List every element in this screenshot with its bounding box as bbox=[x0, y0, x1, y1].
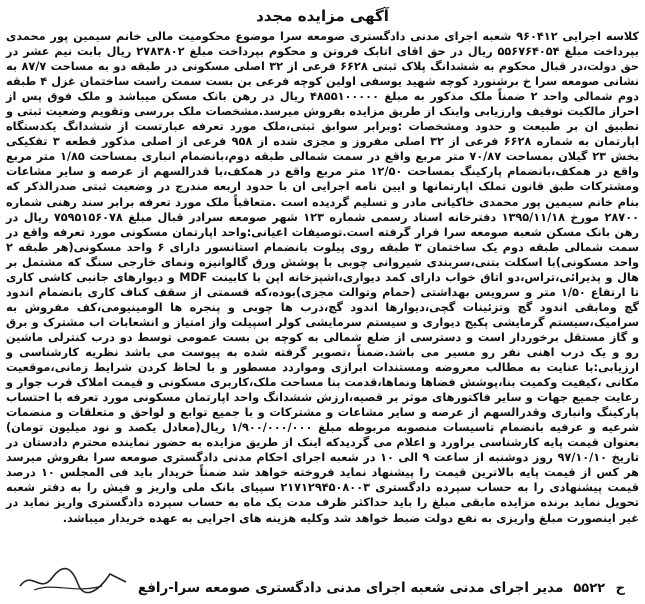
notice-title: آگهی مزایده مجدد bbox=[256, 7, 389, 25]
notice-code bbox=[573, 581, 625, 596]
notice-signature: مدیر اجرای مدنی شعبه اجرای مدنی دادگستری صومعه سرا-رافع bbox=[137, 580, 564, 596]
notice-body: کلاسه اجرایی ۹۶۰۴۱۲ شعبه اجرای مدنی دادگستری صومعه سرا موضوع محکومیت مالی خانم سیمین پور محمدی بپرداخت مبلغ ۵۵۶۷۶۴۰۵۴ ریال در حق اقای اتابک فروتن و محکوم بپرداخت مبلغ ۲۷۸۳۸۰۲ ریال بابت نیم عشر در حق دولت،در قبال محکوم به ششدانگ پلاک ثبتی ۶۶۲۸ فرعی از ۳۲ اصلی مسکونی در طبقه دو به مساحت ۸۷/۷ به نشانی صومعه سرا خ برشنورد کوچه شهید یوسفی اولین کوچه فرعی بن بست سمت راست ساختمان غزل ۴ طبقه دوم شمالی واحد ۲ ضمناً ملک مذکور به مبلغ ۴۸۵۵۱۰۰۰۰۰ ریال در رهن بانک مسکن میباشد و ملک فوق پس از احراز مالکیت توقیف وارزیابی واینک از طریق مزایده بفروش میرسد.مشخصات ملک بررسی وتقویم وضعیت ثبتی و تطبیق ان بر طبیعت و حدود ومشخصات :وبرابر سوابق ثبتی،ملک مورد تعرفه عبارتست از ششدانگ یکدستگاه اپارتمان به شماره ۶۶۲۸ فرعی از ۳۲ اصلی مفروز و مجزی شده از ۹۵۸ فرعی از اصلی مذکور قطعه ۳ تفکیکی بخش ۲۳ گیلان بمساحت ۷۰/۸۷ متر مربع واقع در سمت شمالی طبقه دوم،بانضمام انباری بمساحت ۱/۸۵ متر مربع واقع در همکف،بانضمام پارکینگ بمساحت ۱۲/۵۰ متر مربع واقع در همکف،با قدرالسهم از عرصه و سایر مشاعات ومشترکات طبق قانون تملک اپارتمانها و ایین نامه اجرایی ان با حدود اربعه مندرج در وضعیت ثبتی صدرالذکر که بنام خانم سیمین پور محمدی خاکیانی مادر و تسلیم گردیده است .متعاقباً ملک مورد تعرفه برابر سند رهنی شماره ۲۸۷۰۰ مورخ ۱۳۹۵/۱۱/۱۸ دفترخانه اسناد رسمی شماره ۱۲۳ شهر صومعه سرادر قبال مبلغ ۷۵۹۵۱۵۶۰۷۸ ریال در رهن بانک مسکن شعبه صومعه سرا قرار گرفته است.توصیفات اعیانی:واحد اپارتمان مسکونی مورد تعرفه واقع در سمت شمالی طبقه دوم یک ساختمان ۳ طبقه روی پیلوت بانضمام استانسور دارای ۶ واحد مسکونی(هر طبقه ۲ واحد مسکونی)با اسکلت بتنی،سربندی شیروانی چوبی با پوشش ورق گالوانیزه ونمای خارجی سنگ که مشتمل بر هال و پذیرائی،تراس،دو اتاق خواب دارای کمد دیواری،اشپزخانه اپن با کابینت MDF و دیوارهای جانبی کاشی کاری تا ارتفاع ۱/۵۰ متر و سرویس بهداشتی (حمام وتوالت مجزی)بوده،که قسمتی از سقف کناف کاری بانضمام اندود گچ ومابقی اندود گچ وتزئینات گچی،دیوارها اندود گچ،درب ها چوبی و پنجره ها الومینیومی،کف مفروش به سرامیک،سیستم گرمایشی پکیج دیواری و سیستم سرمایشی کولر اسپیلت واز امتیاز و انشعابات اب مشترک و برق و گاز مستقل برخوردار است و دسترسی از ضلع شمالی به کوچه بن بست عمومی توسط دو درب کنترلی ماشین رو و یک درب اهنی نفر رو مسیر می باشد.ضمناً ،تصویر گرفته شده به پیوست می باشد نظریه کارشناسی و ارزیابی:با عنایت به مطالب معروضه ومستندات ابرازی ومواردد مسطور و با لحاظ کردن شرایط زمانی،موقعیت مکانی ،کیفیت وکمیت بنا،پوشش فضاها ونماها،قدمت بنا مساحت ملک،کاربری مسکونی و قیمت املاک قرب جوار و رعایت جمیع جهات و سایر فاکتورهای موثر بر قصیه،ارزش ششدانگ واحد اپارتمان مسکونی مورد تعرفه با احتساب پارکینگ وانباری وقدرالسهم از عرصه و سایر مشاعات و مشترکات و با جمیع توابع و لواحق و متعلقات و منضمات شرعیه و عرفیه بانضمام تاسیسات منصوبه مربوطه مبلغ ۱/۹۰۰/۰۰۰/۰۰۰ ریال(معادل یکصد و نود میلیون تومان) بعنوان قیمت پایه کارشناسی براورد و اعلام می گردیدکه اینک از طریق مزایده به حضور نماینده محترم دادستان در تاریخ ۹۷/۱۰/۱۰ روز دوشنبه از ساعت ۹ الی ۱۰ در شعبه اجرای احکام مدنی دادگستری صومعه سرا بفروش میرسد هر کس از قیمت پایه بالاترین قیمت را پیشنهاد نماید فروخته خواهد شد ضمناً خریدار باید فی المجلس ۱۰ درصد قیمت پیشنهادی را به حساب سپرده دادگستری ۲۱۷۱۲۹۴۵۰۸۰۰۳ سپیای بانک ملی واریز و فیش را به دفتر شعبه تحویل نماید برنده مزایده مابقی مبلغ را باید حداکثر ظرف مدت یک ماه به حساب سپرده دادگستری واریز نماید در غیر اینصورت مبلغ واریزی به نفع دولت ضبط خواهد شد وکلیه هزینه های اجرایی به عهده خریدار میباشد. bbox=[6, 30, 640, 525]
signature-scribble bbox=[14, 564, 134, 596]
notice-code-prefix: ح bbox=[615, 580, 625, 596]
notice-code-number: ۵۵۲۲ bbox=[573, 580, 606, 596]
